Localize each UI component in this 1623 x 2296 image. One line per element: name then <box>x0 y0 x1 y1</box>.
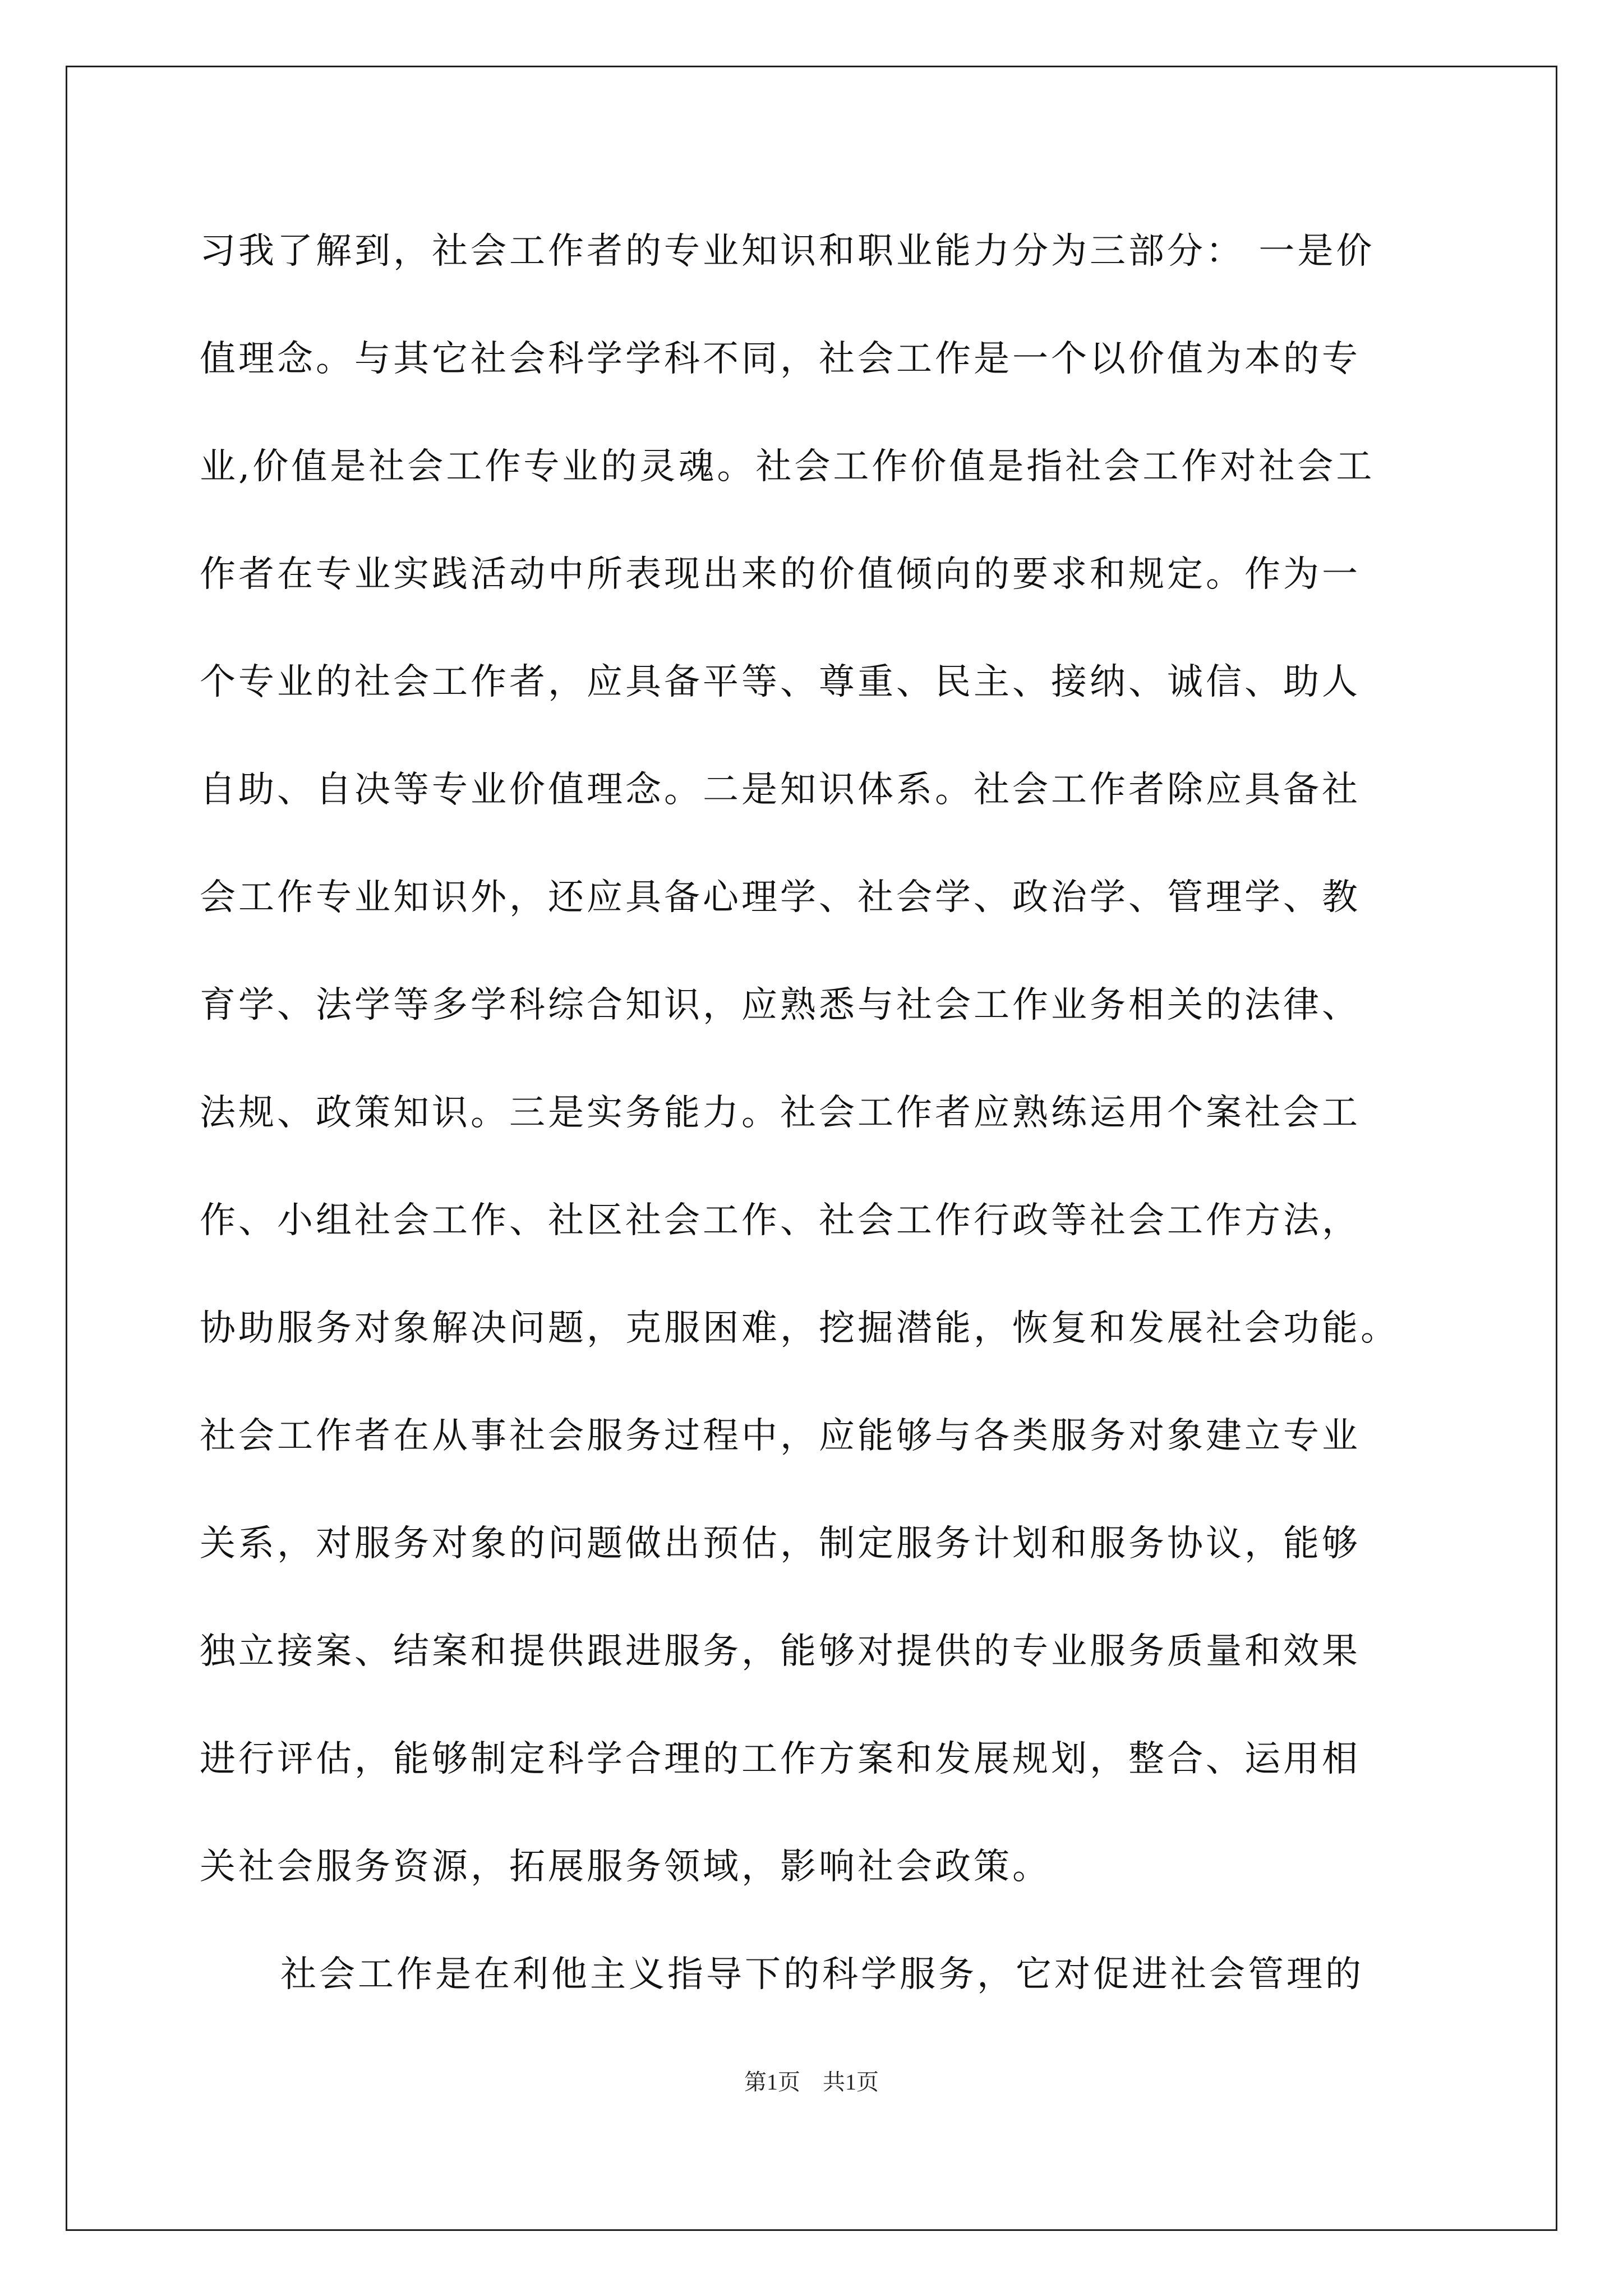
text-line: 自助、自决等专业价值理念。二是知识体系。社会工作者除应具备社 <box>200 769 1361 811</box>
text-line: 进行评估，能够制定科学合理的工作方案和发展规划，整合、运用相 <box>200 1738 1361 1780</box>
text-line: 作者在专业实践活动中所表现出来的价值倾向的要求和规定。作为一 <box>200 554 1361 595</box>
text-line: 会工作专业知识外，还应具备心理学、社会学、政治学、管理学、教 <box>200 877 1361 918</box>
text-line: 关系，对服务对象的问题做出预估，制定服务计划和服务协议，能够 <box>200 1523 1361 1565</box>
text-line: 作、小组社会工作、社区社会工作、社会工作行政等社会工作方法， <box>200 1200 1361 1241</box>
text-line: 法规、政策知识。三是实务能力。社会工作者应熟练运用个案社会工 <box>200 1092 1361 1134</box>
text-line: 协助服务对象解决问题，克服困难，挖掘潜能，恢复和发展社会功能。 <box>200 1308 1399 1349</box>
page-border <box>66 66 1557 2231</box>
text-line: 独立接案、结案和提供跟进服务，能够对提供的专业服务质量和效果 <box>200 1631 1361 1672</box>
text-line: 习我了解到，社会工作者的专业知识和职业能力分为三部分： 一是价 <box>200 231 1375 272</box>
text-line: 个专业的社会工作者，应具备平等、尊重、民主、接纳、诚信、助人 <box>200 661 1361 703</box>
page-number-footer: 第1页 共1页 <box>744 2069 879 2095</box>
text-line: 关社会服务资源，拓展服务领域，影响社会政策。 <box>200 1846 1051 1888</box>
text-line: 业,价值是社会工作专业的灵魂。社会工作价值是指社会工作对社会工 <box>200 446 1375 487</box>
paragraph-first-line: 社会工作是在利他主义指导下的科学服务，它对促进社会管理的 <box>280 1954 1364 1995</box>
text-line: 值理念。与其它社会科学学科不同，社会工作是一个以价值为本的专 <box>200 338 1361 380</box>
text-line: 社会工作者在从事社会服务过程中，应能够与各类服务对象建立专业 <box>200 1415 1361 1457</box>
text-line: 育学、法学等多学科综合知识，应熟悉与社会工作业务相关的法律、 <box>200 984 1361 1026</box>
